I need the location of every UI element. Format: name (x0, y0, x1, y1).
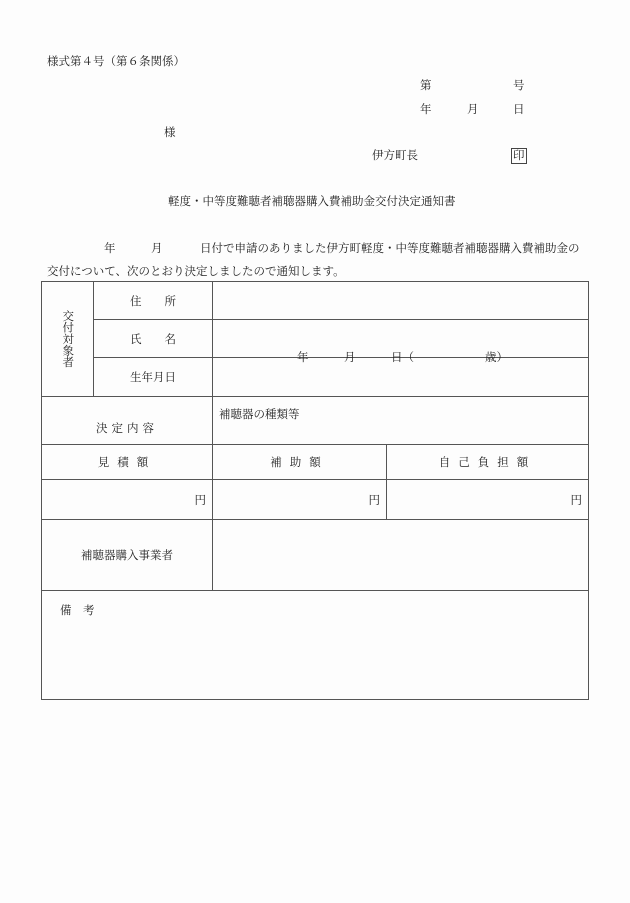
self-pay-amount-field[interactable] (387, 480, 589, 520)
decision-label-cell (42, 397, 213, 445)
birthdate-field[interactable] (213, 350, 589, 397)
seal-mark: 印 (513, 148, 525, 162)
birth-month: 月 (344, 350, 356, 364)
table-row-amount-headers (42, 445, 589, 480)
decision-sub-label: 補聴器の種類等 (219, 407, 300, 421)
document-title: 軽度・中等度難聴者補聴器購入費補助金交付決定通知書 (168, 194, 456, 208)
subsidy-yen: 円 (368, 492, 380, 507)
doc-number-suffix: 号 (513, 78, 525, 92)
form-number: 様式第４号（第６条関係） (47, 54, 185, 68)
estimate-amount-field[interactable] (42, 480, 213, 520)
address-field[interactable] (213, 282, 589, 320)
vendor-label: 補聴器購入事業者 (42, 520, 213, 591)
body-line2: 交付について、次のとおり決定しましたので通知します。 (47, 264, 345, 278)
name-label: 氏 名 (94, 320, 213, 358)
recipient-group-label: 交付対象者 (61, 310, 76, 368)
table-row-birth (42, 358, 589, 397)
decision-field[interactable] (213, 397, 589, 445)
issue-date-year: 年 (420, 102, 432, 116)
table-row-address (42, 282, 589, 320)
subsidy-header-cell (213, 445, 387, 480)
doc-number-prefix: 第 (420, 78, 432, 92)
self-pay-yen: 円 (570, 492, 582, 507)
self-pay-header-cell (387, 445, 589, 480)
table-row-vendor (42, 520, 589, 591)
birth-day: 日（ (391, 350, 414, 364)
issuer-name: 伊方町長 (372, 148, 418, 162)
table-row-decision (42, 397, 589, 445)
body-month: 月 (151, 241, 163, 255)
recipient-group-cell (42, 282, 94, 397)
birth-age: 歳） (485, 350, 508, 364)
decision-label: 決定内容 (96, 420, 158, 435)
body-year: 年 (104, 241, 116, 255)
issue-date-month: 月 (467, 102, 479, 116)
address-label: 住 所 (94, 282, 213, 320)
table-row-amounts (42, 480, 589, 520)
subsidy-amount-field[interactable] (213, 480, 387, 520)
body-line1: 日付で申請のありました伊方町軽度・中等度難聴者補聴器購入費補助金の (200, 241, 580, 255)
birthdate-label: 生年月日 (94, 358, 213, 397)
estimate-yen: 円 (194, 492, 206, 507)
issue-date-day: 日 (513, 102, 525, 116)
remarks-label: 備 考 (60, 603, 95, 617)
notice-table (41, 281, 589, 700)
addressee-suffix: 様 (164, 125, 176, 139)
vendor-field[interactable] (213, 520, 589, 591)
estimate-header-cell (42, 445, 213, 480)
subsidy-label: 補助額 (270, 455, 329, 469)
estimate-label: 見積額 (97, 455, 157, 469)
table-row-remarks (42, 591, 589, 700)
remarks-field[interactable] (42, 591, 589, 700)
birth-year: 年 (297, 350, 309, 364)
self-pay-label: 自己負担額 (438, 455, 537, 469)
